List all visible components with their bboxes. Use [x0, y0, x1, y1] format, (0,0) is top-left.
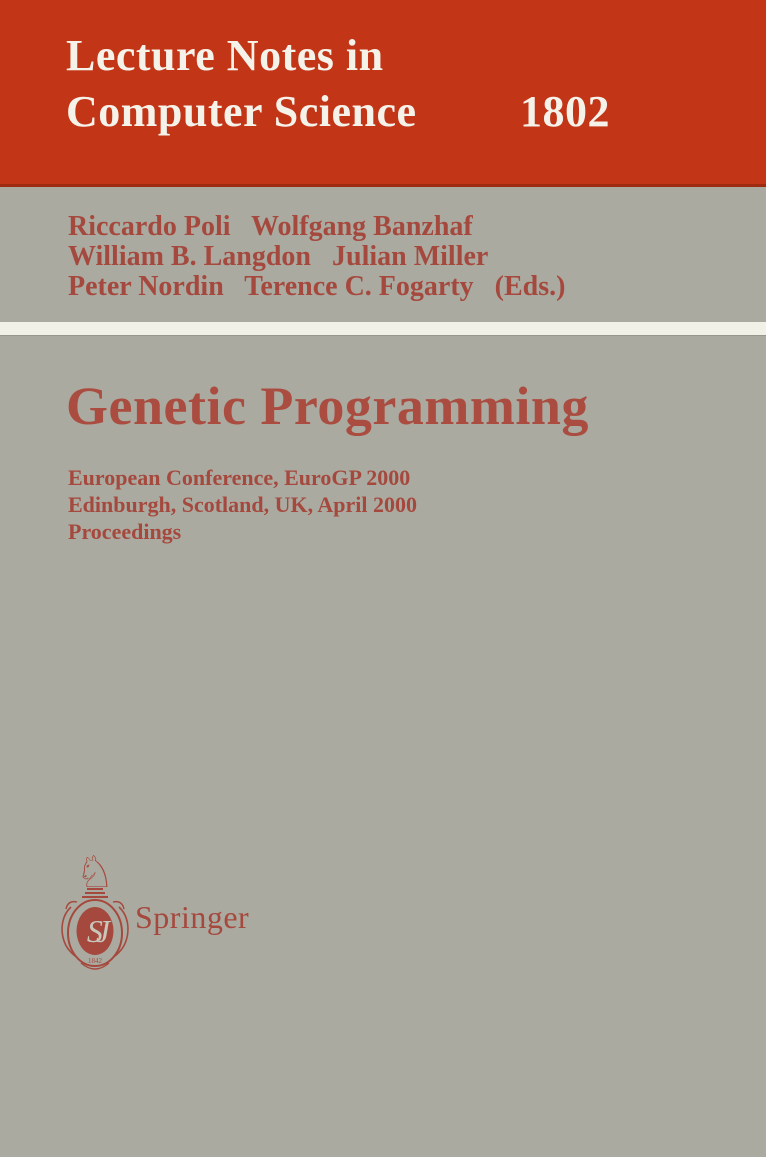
subtitle-location-date: Edinburgh, Scotland, UK, April 2000: [68, 492, 418, 517]
separator-stripe: [0, 322, 766, 335]
editors-line-1: Riccardo Poli Wolfgang Banzhaf: [68, 211, 473, 242]
knight-icon: ♘: [75, 847, 115, 898]
editors-line-2: William B. Langdon Julian Miller: [68, 241, 489, 272]
series-volume-number: 1802: [520, 87, 610, 136]
springer-logo: [56, 845, 134, 976]
subtitle-proceedings: Proceedings: [68, 519, 182, 544]
subtitle-block: [68, 464, 417, 545]
logo-monogram: SJ: [86, 913, 104, 949]
series-banner: [0, 0, 766, 187]
springer-logo-emblem: [56, 845, 134, 971]
logo-year: 1842: [88, 957, 102, 965]
editors-line-3: Peter Nordin Terence C. Fogarty (Eds.): [68, 271, 566, 302]
subtitle-conference: European Conference, EuroGP 2000: [68, 465, 411, 490]
series-title: [66, 28, 610, 140]
publisher-name: Springer: [135, 899, 250, 935]
book-title: Genetic Programming: [66, 376, 589, 436]
editors-block: [68, 212, 565, 302]
series-title-line1: Lecture Notes in: [66, 31, 384, 80]
series-title-line2: Computer Science: [66, 87, 417, 136]
